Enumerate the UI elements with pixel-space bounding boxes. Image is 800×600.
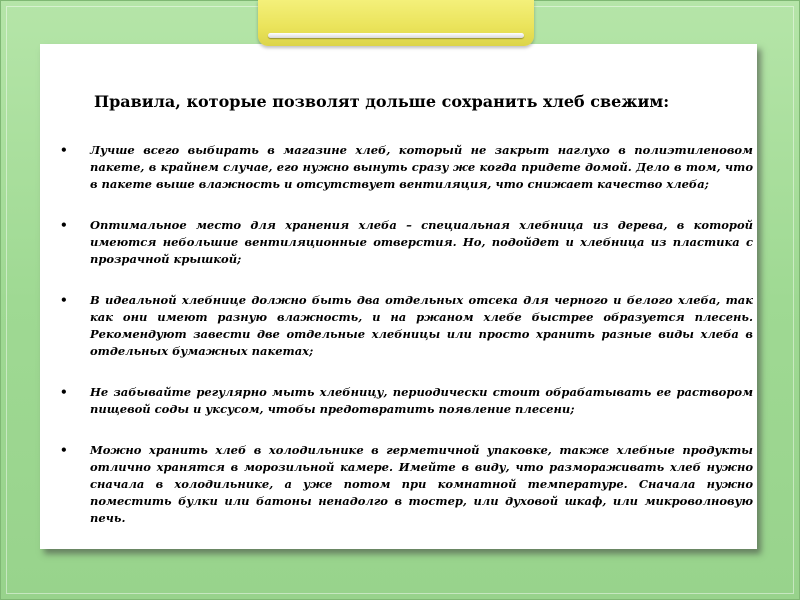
rule-text: В идеальной хлебнице должно быть два отдельных отсека для черного и белого хлеба, так как они имеют разную влажность, и на ржаном хлебе быстрее образуется плесень. Рекомендуют завести две отдельные хлебницы или просто хранить разные виды хлеба в отдельных бумажных пакетах; bbox=[90, 293, 753, 358]
bullet-icon: • bbox=[60, 293, 68, 307]
bullet-icon: • bbox=[60, 443, 68, 457]
list-item bbox=[60, 142, 753, 193]
page-title: Правила, которые позволят дольше сохранить хлеб свежим: bbox=[94, 92, 670, 111]
rule-text: Оптимальное место для хранения хлеба – специальная хлебница из дерева, в которой имеются небольшие вентиляционные отверстия. Но, подойдет и хлебница из пластика с прозрачной крышкой; bbox=[90, 218, 753, 266]
clipboard-clip bbox=[258, 0, 534, 46]
rules-list bbox=[60, 142, 753, 551]
list-item bbox=[60, 217, 753, 268]
rule-text: Можно хранить хлеб в холодильнике в герметичной упаковке, также хлебные продукты отлично хранятся в морозильной камере. Имейте в виду, что размораживать хлеб нужно сначала в холодильнике, а уже потом при комнатной температуре. Сначала нужно поместить булки или батоны ненадолго в тостер, или духовой шкаф, или микроволновую печь. bbox=[90, 443, 753, 525]
list-item bbox=[60, 384, 753, 418]
paper-sheet bbox=[40, 44, 757, 549]
bullet-icon: • bbox=[60, 143, 68, 157]
bullet-icon: • bbox=[60, 385, 68, 399]
list-item bbox=[60, 442, 753, 527]
rule-text: Лучше всего выбирать в магазине хлеб, который не закрыт наглухо в полиэтиленовом пакете, в крайнем случае, его нужно вынуть сразу же когда придете домой. Дело в том, что в пакете выше влажность и отсутствует вентиляция, что снижает качество хлеба; bbox=[90, 143, 753, 191]
bullet-icon: • bbox=[60, 218, 68, 232]
clip-bar bbox=[268, 33, 524, 38]
list-item bbox=[60, 292, 753, 360]
rule-text: Не забывайте регулярно мыть хлебницу, периодически стоит обрабатывать ее раствором пищевой соды и уксусом, чтобы предотвратить появление плесени; bbox=[90, 385, 753, 416]
